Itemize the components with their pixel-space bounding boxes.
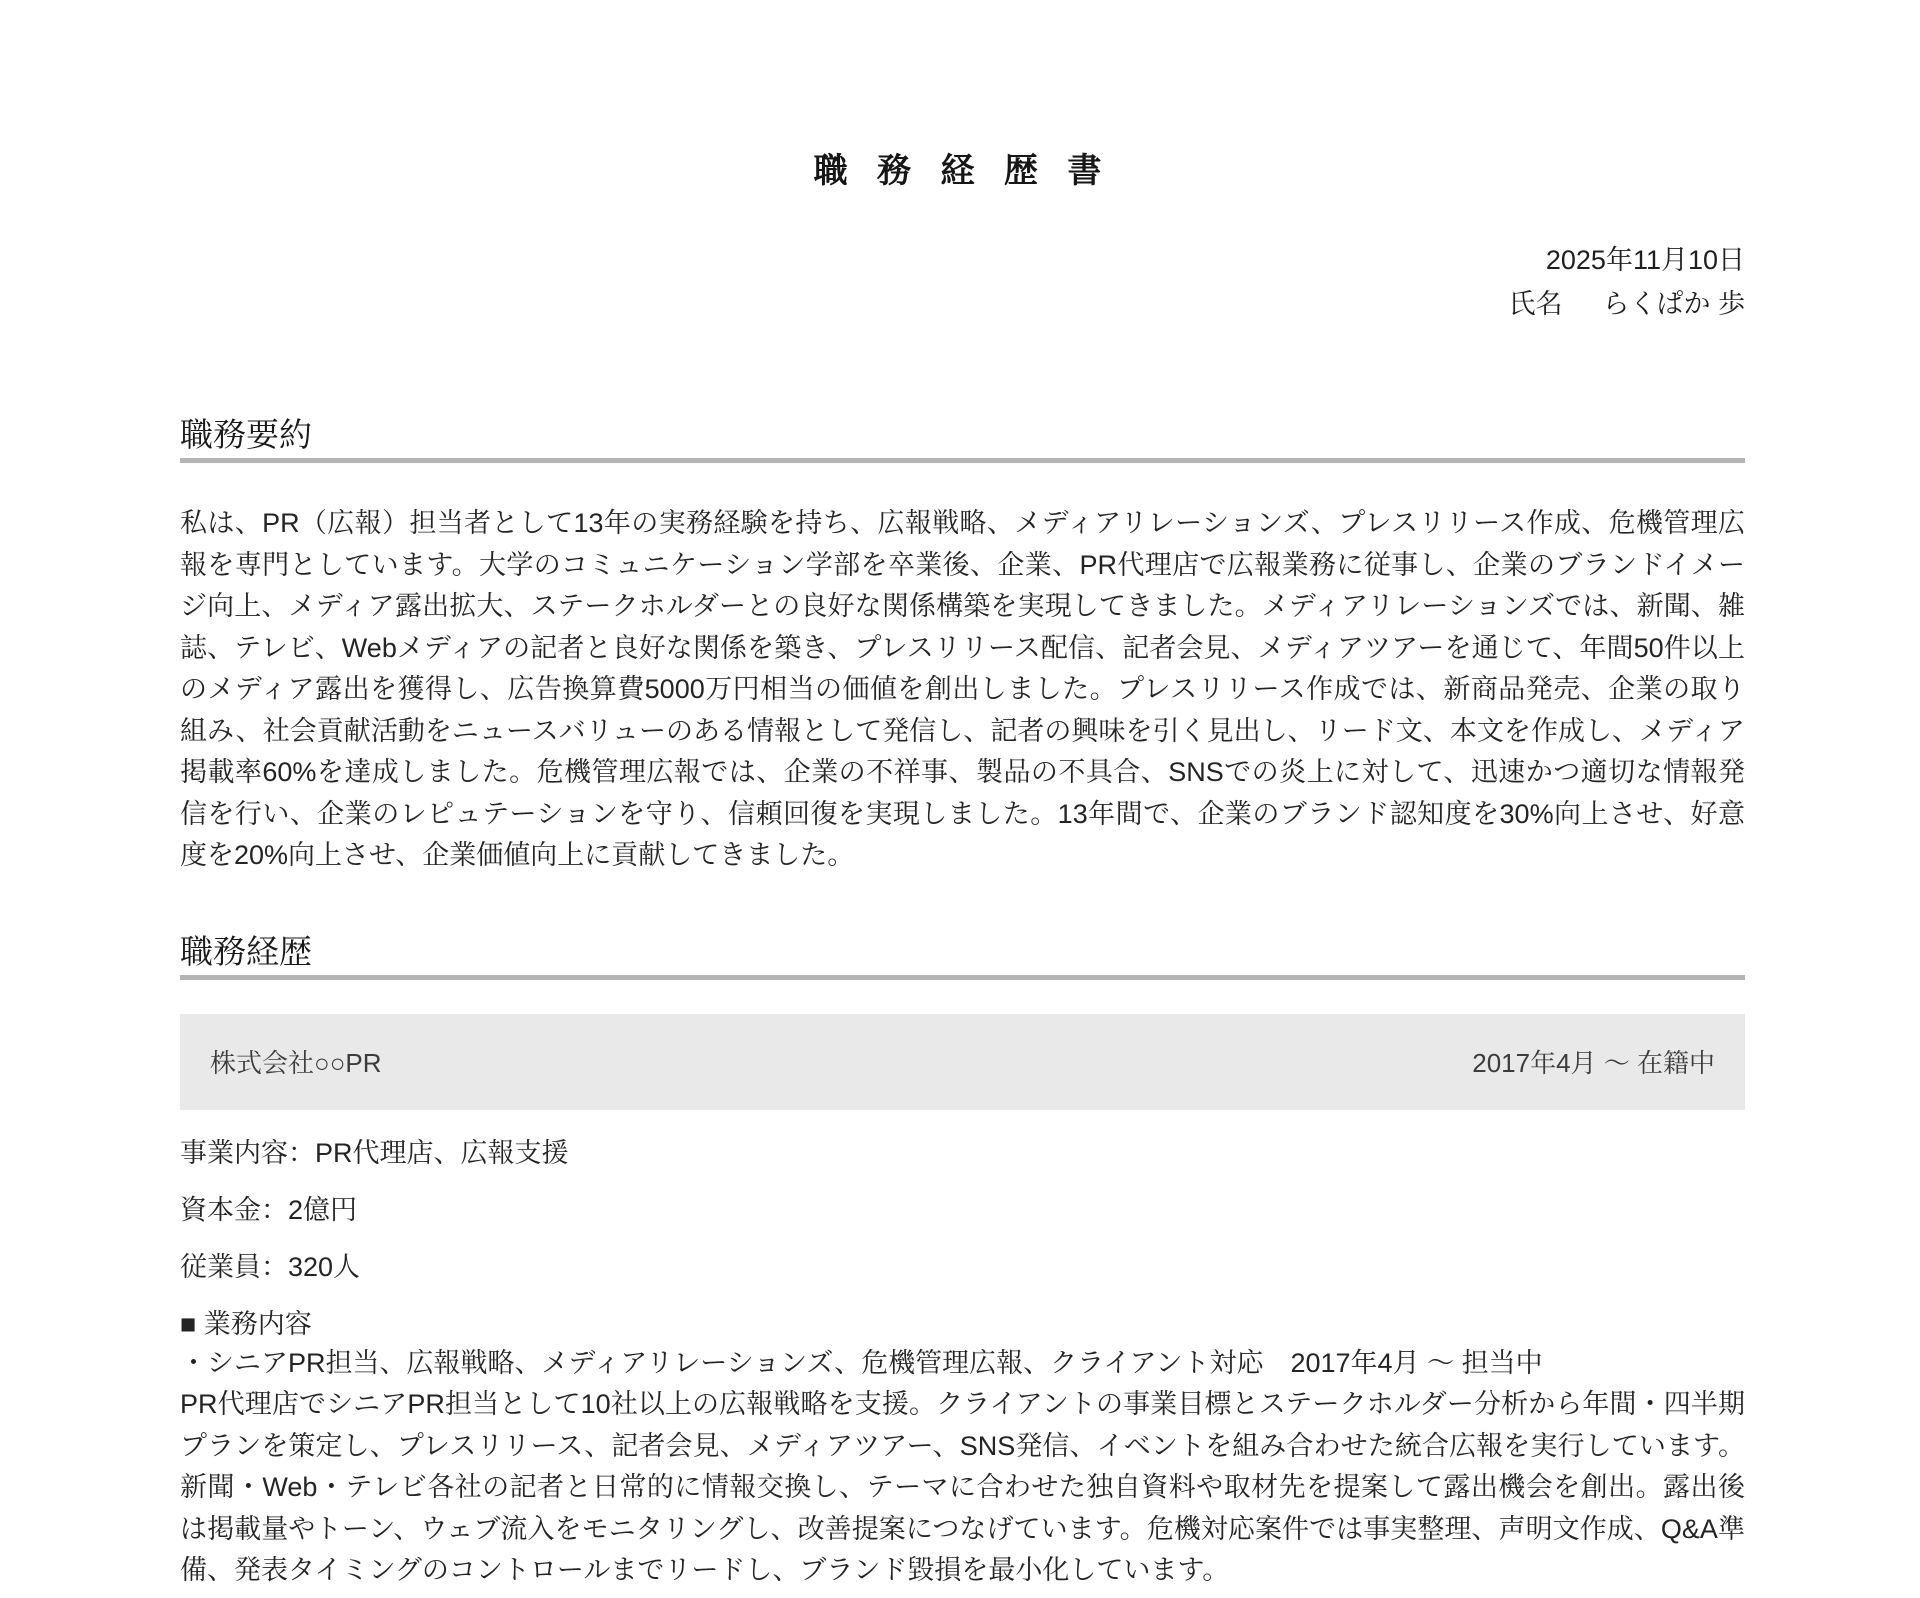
summary-section-heading: 職務要約	[180, 416, 312, 453]
company-header-bar	[180, 1014, 1745, 1110]
summary-paragraph: 私は、PR（広報）担当者として13年の実務経験を持ち、広報戦略、メディアリレーションズ、プレスリリース作成、危機管理広報を専門としています。大学のコミュニケーション学部を卒業後、企業、PR代理店で広報業務に従事し、企業のブランドイメージ向上、メディア露出拡大、ステークホルダーとの良好な関係構築を実現してきました。メディアリレーションズでは、新聞、雑誌、テレビ、Webメディアの記者と良好な関係を築き、プレスリリース配信、記者会見、メディアツアーを通じて、年間50件以上のメディア露出を獲得し、広告換算費5000万円相当の価値を創出しました。プレスリリース作成では、新商品発売、企業の取り組み、社会貢献活動をニュースバリューのある情報として発信し、記者の興味を引く見出し、リード文、本文を作成し、メディア掲載率60%を達成しました。危機管理広報では、企業の不祥事、製品の不具合、SNSでの炎上に対して、迅速かつ適切な情報発信を行い、企業のレピュテーションを守り、信頼回復を実現しました。13年間で、企業のブランド認知度を30%向上させ、好意度を20%向上させ、企業価値向上に貢献してきました。	[180, 508, 1745, 870]
applicant-name: らくぱか 歩	[1602, 289, 1745, 319]
name-label: 氏名	[1508, 289, 1563, 319]
document-date: 2025年11月10日	[1545, 245, 1745, 275]
company-name: 株式会社○○PR	[210, 1048, 382, 1078]
document-meta	[180, 238, 1745, 326]
page-title: 職 務 経 歴 書	[813, 152, 1112, 190]
duty-title-line: ・シニアPR担当、広報戦略、メディアリレーションズ、危機管理広報、クライアント対応 2017年4月 ～ 担当中	[180, 1347, 1543, 1378]
company-business-line: 事業内容：PR代理店、広報支援	[180, 1137, 569, 1168]
duty-block	[180, 1343, 1745, 1592]
career-section-divider	[180, 975, 1745, 980]
employment-period: 2017年4月 ～ 在籍中	[1472, 1048, 1715, 1078]
duties-heading: ■ 業務内容	[180, 1308, 312, 1339]
applicant-name-line	[180, 282, 1745, 326]
career-section-heading: 職務経歴	[180, 932, 312, 970]
company-employees-line: 従業員：320人	[180, 1251, 361, 1282]
company-details	[180, 1136, 1745, 1284]
company-capital-line: 資本金：2億円	[180, 1194, 358, 1225]
summary-section-divider	[180, 458, 1745, 463]
resume-content	[0, 146, 1920, 1592]
duty-description: PR代理店でシニアPR担当として10社以上の広報戦略を支援。クライアントの事業目標とステークホルダー分析から年間・四半期プランを策定し、プレスリリース、記者会見、メディアツアー、SNS発信、イベントを組み合わせた統合広報を実行しています。新聞・Web・テレビ各社の記者と日常的に情報交換し、テーマに合わせた独自資料や取材先を提案して露出機会を創出。露出後は掲載量やトーン、ウェブ流入をモニタリングし、改善提案につなげています。危機対応案件では事実整理、声明文作成、Q&A準備、発表タイミングのコントロールまでリードし、ブランド毀損を最小化しています。	[180, 1389, 1745, 1585]
